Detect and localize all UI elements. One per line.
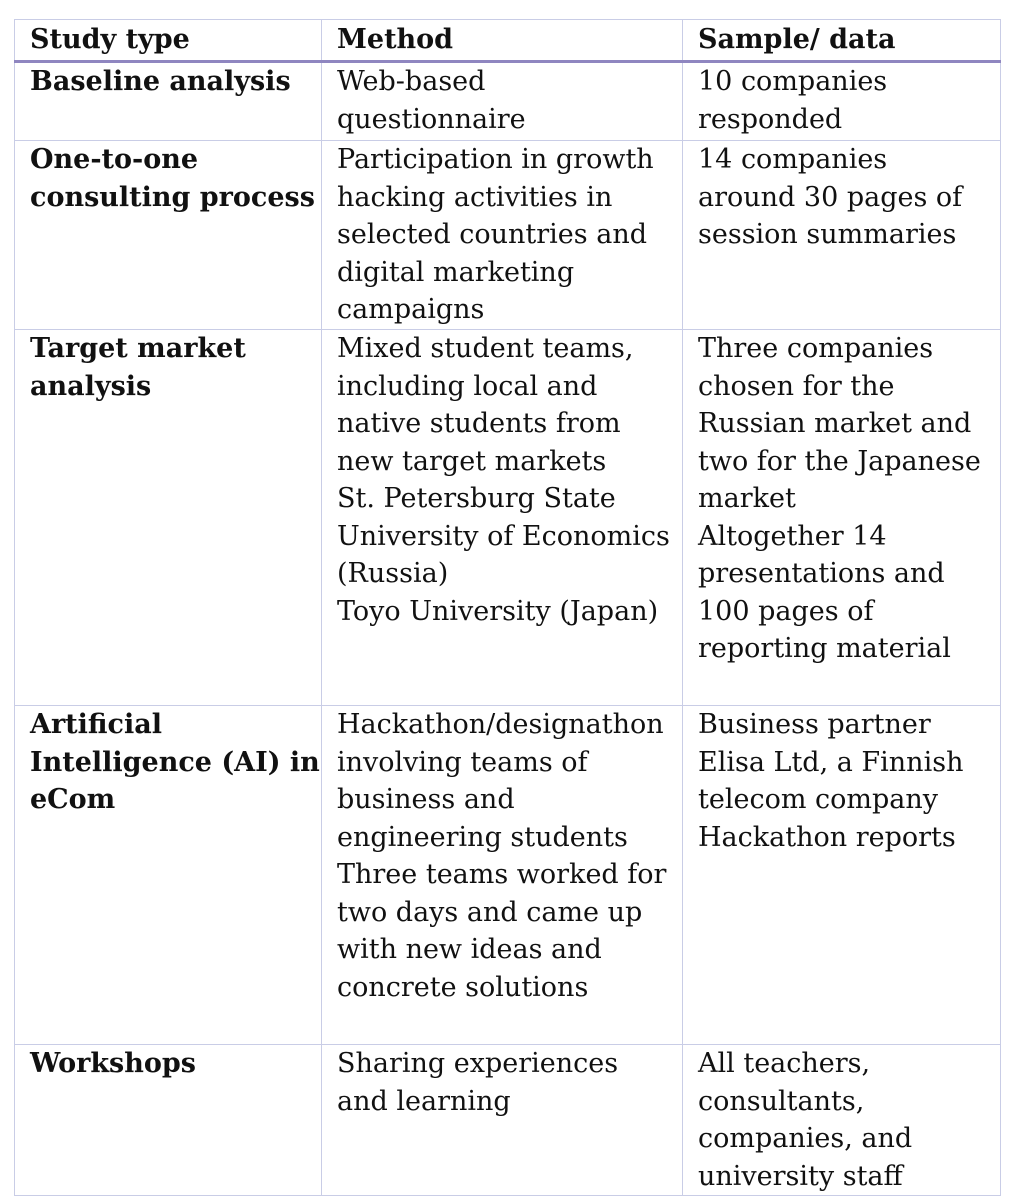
cell-line: All teachers, <box>698 1048 871 1079</box>
cell-line: campaigns <box>337 294 485 325</box>
cell-line: Business partner <box>698 709 931 740</box>
method-cell <box>322 1045 683 1196</box>
cell-line: around 30 pages of <box>698 181 963 213</box>
table-row <box>15 706 1001 1045</box>
study-methods-table <box>14 19 1001 1196</box>
sample-cell <box>683 62 1001 141</box>
cell-line: telecom company <box>698 784 939 815</box>
cell-line: analysis <box>30 370 152 402</box>
cell-line: Artificial <box>30 709 162 740</box>
header-method: Method <box>322 20 683 62</box>
cell-line: market <box>698 483 796 514</box>
table-row <box>15 1045 1001 1196</box>
cell-line: eCom <box>30 784 116 815</box>
table-row <box>15 141 1001 330</box>
study-type-cell <box>15 141 322 330</box>
cell-line: companies, and <box>698 1123 913 1154</box>
cell-line: Altogether 14 <box>698 520 887 552</box>
cell-line: Intelligence (AI) in <box>30 746 320 778</box>
cell-line: two days and came up <box>337 896 643 928</box>
study-type-cell <box>15 1045 322 1196</box>
cell-line: concrete solutions <box>337 971 589 1003</box>
cell-line: Hackathon/designathon <box>337 709 664 740</box>
cell-line: new target markets <box>337 445 607 477</box>
cell-line: 14 companies <box>698 144 888 175</box>
method-cell <box>322 330 683 706</box>
header-study-type: Study type <box>15 20 322 62</box>
cell-line: 10 companies <box>698 66 888 97</box>
cell-line: business and <box>337 784 515 815</box>
cell-line: two for the Japanese <box>698 445 981 477</box>
cell-line: Elisa Ltd, a Finnish <box>698 746 964 778</box>
cell-line: with new ideas and <box>337 934 602 965</box>
cell-line: One-to-one <box>30 144 199 175</box>
cell-line: engineering students <box>337 821 628 853</box>
cell-line: university staff <box>698 1160 903 1192</box>
study-type-cell <box>15 62 322 141</box>
cell-line: consultants, <box>698 1085 865 1117</box>
method-cell <box>322 706 683 1045</box>
cell-line: Russian market and <box>698 408 972 439</box>
method-cell <box>322 62 683 141</box>
cell-line: Sharing experiences <box>337 1048 619 1079</box>
cell-line: questionnaire <box>337 103 526 135</box>
cell-line: Toyo University (Japan) <box>337 595 659 627</box>
cell-line: Baseline analysis <box>30 66 291 97</box>
cell-line: Mixed student teams, <box>337 333 634 364</box>
study-table-container <box>14 19 1000 1196</box>
header-row <box>15 20 1001 62</box>
cell-line: presentations and <box>698 558 945 589</box>
cell-line: University of Economics <box>337 520 670 552</box>
cell-line: Workshops <box>30 1048 196 1079</box>
table-row <box>15 62 1001 141</box>
sample-cell <box>683 330 1001 706</box>
cell-line: Hackathon reports <box>698 821 956 853</box>
sample-cell <box>683 706 1001 1045</box>
cell-line: Three teams worked for <box>337 859 667 890</box>
cell-line: including local and <box>337 370 598 402</box>
cell-line: reporting material <box>698 633 951 664</box>
cell-line: chosen for the <box>698 370 895 402</box>
cell-line: selected countries and <box>337 219 647 250</box>
cell-line: (Russia) <box>337 558 449 589</box>
cell-line: and learning <box>337 1085 511 1117</box>
cell-line: Three companies <box>698 333 934 364</box>
table-body <box>15 62 1001 1196</box>
cell-line: session summaries <box>698 219 957 250</box>
cell-line: Web-based <box>337 66 486 97</box>
header-sample-data: Sample/ data <box>683 20 1001 62</box>
sample-cell <box>683 1045 1001 1196</box>
table-header <box>15 20 1001 62</box>
method-cell <box>322 141 683 330</box>
cell-line: St. Petersburg State <box>337 483 616 514</box>
cell-line: responded <box>698 103 843 135</box>
study-type-cell <box>15 706 322 1045</box>
table-row <box>15 330 1001 706</box>
cell-line: Target market <box>30 333 246 364</box>
cell-line: 100 pages of <box>698 595 874 627</box>
cell-line: Participation in growth <box>337 144 654 175</box>
cell-line: native students from <box>337 408 621 439</box>
cell-line: digital marketing <box>337 256 575 288</box>
cell-line: hacking activities in <box>337 181 613 213</box>
study-type-cell <box>15 330 322 706</box>
cell-line: consulting process <box>30 181 315 213</box>
cell-line: involving teams of <box>337 746 588 778</box>
sample-cell <box>683 141 1001 330</box>
